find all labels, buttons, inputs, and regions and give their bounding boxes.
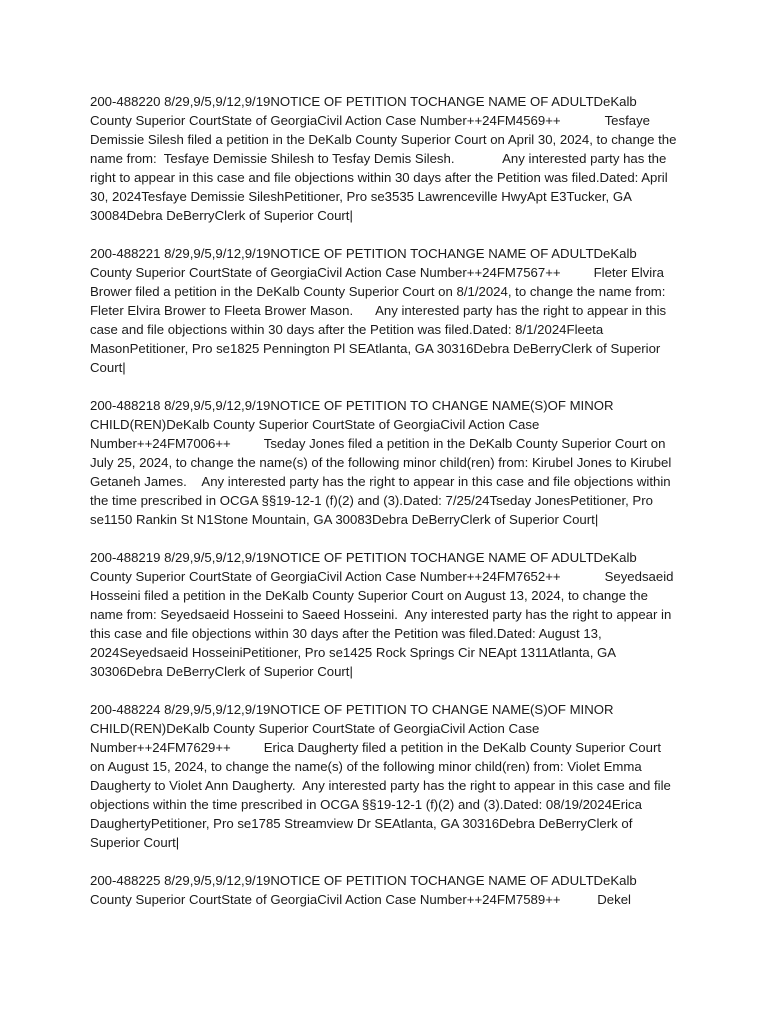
legal-notice-name-change-adult: 200-488221 8/29,9/5,9/12,9/19NOTICE OF PETITION TOCHANGE NAME OF ADULTDeKalb County Superior CourtState of GeorgiaCivil Action Case Number++24FM7567++ Fleter Elvira Brower filed a petition in the DeKalb County Superior Court on 8/1/2024, to change the name from: Fleter Elvira Brower to Fleeta Brower Mason. Any interested party has the right to appear in this case and file objections within 30 days after the Petition was filed.Dated: 8/1/2024Fleeta MasonPetitioner, Pro se1825 Pennington Pl SEAtlanta, GA 30316Debra DeBerryClerk of Superior Court| — [90, 246, 667, 375]
legal-notice-name-change-adult: 200-488225 8/29,9/5,9/12,9/19NOTICE OF PETITION TOCHANGE NAME OF ADULTDeKalb County Superior CourtState of GeorgiaCivil Action Case Number++24FM7589++ Dekel — [90, 873, 637, 907]
legal-notice-name-change-minor: 200-488218 8/29,9/5,9/12,9/19NOTICE OF PETITION TO CHANGE NAME(S)OF MINOR CHILD(REN)DeKalb County Superior CourtState of GeorgiaCivil Action Case Number++24FM7006++ Tseday Jones filed a petition in the DeKalb County Superior Court on July 25, 2024, to change the name(s) of the following minor child(ren) from: Kirubel Jones to Kirubel Getaneh James. Any interested party has the right to appear in this case and file objections within the time prescribed in OCGA §§19-12-1 (f)(2) and (3).Dated: 7/25/24Tseday JonesPetitioner, Pro se1150 Rankin St N1Stone Mountain, GA 30083Debra DeBerryClerk of Superior Court| — [90, 398, 672, 527]
legal-notice-name-change-adult: 200-488220 8/29,9/5,9/12,9/19NOTICE OF PETITION TOCHANGE NAME OF ADULTDeKalb County Superior CourtState of GeorgiaCivil Action Case Number++24FM4569++ Tesfaye Demissie Silesh filed a petition in the DeKalb County Superior Court on April 30, 2024, to change the name from: Tesfaye Demissie Shilesh to Tesfay Demis Silesh. Any interested party has the right to appear in this case and file objections within 30 days after the Petition was filed.Dated: April 30, 2024Tesfaye Demissie SileshPetitioner, Pro se3535 Lawrenceville HwyApt E3Tucker, GA 30084Debra DeBerryClerk of Superior Court| — [90, 94, 677, 223]
legal-notice-name-change-minor: 200-488224 8/29,9/5,9/12,9/19NOTICE OF PETITION TO CHANGE NAME(S)OF MINOR CHILD(REN)DeKalb County Superior CourtState of GeorgiaCivil Action Case Number++24FM7629++ Erica Daugherty filed a petition in the DeKalb County Superior Court on August 15, 2024, to change the name(s) of the following minor child(ren) from: Violet Emma Daugherty to Violet Ann Daugherty. Any interested party has the right to appear in this case and file objections within the time prescribed in OCGA §§19-12-1 (f)(2) and (3).Dated: 08/19/2024Erica DaughertyPetitioner, Pro se1785 Streamview Dr SEAtlanta, GA 30316Debra DeBerryClerk of Superior Court| — [90, 702, 671, 850]
legal-notice-name-change-adult: 200-488219 8/29,9/5,9/12,9/19NOTICE OF PETITION TOCHANGE NAME OF ADULTDeKalb County Superior CourtState of GeorgiaCivil Action Case Number++24FM7652++ Seyedsaeid Hosseini filed a petition in the DeKalb County Superior Court on August 13, 2024, to change the name from: Seyedsaeid Hosseini to Saeed Hosseini. Any interested party has the right to appear in this case and file objections within 30 days after the Petition was filed.Dated: August 13, 2024Seyedsaeid HosseiniPetitioner, Pro se1425 Rock Springs Cir NEApt 1311Atlanta, GA 30306Debra DeBerryClerk of Superior Court| — [90, 550, 674, 679]
